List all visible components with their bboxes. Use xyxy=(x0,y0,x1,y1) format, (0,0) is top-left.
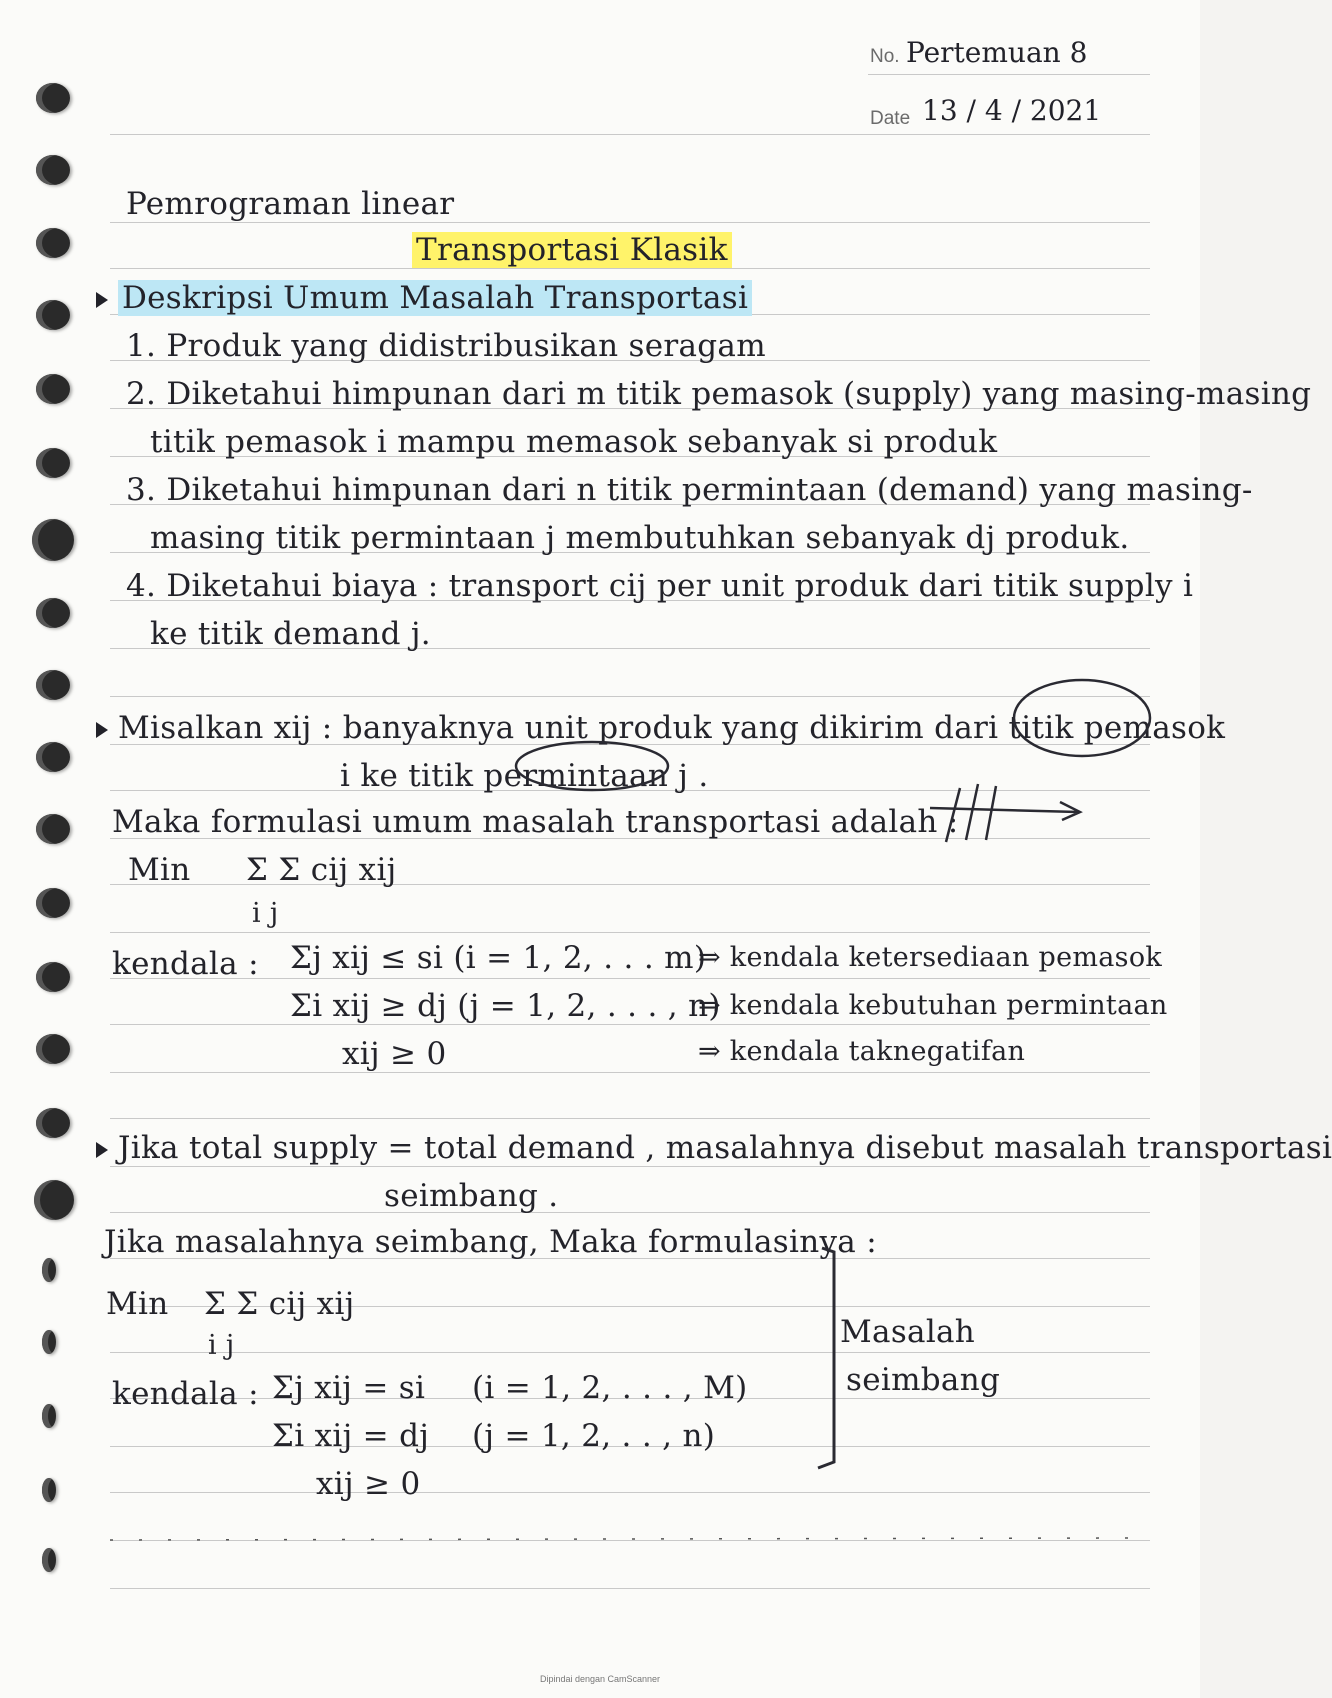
constraint-label: kendala : xyxy=(112,946,259,982)
binder-hole xyxy=(36,814,70,844)
header-rule xyxy=(868,74,1150,75)
bullet-icon xyxy=(96,292,108,308)
page-subtitle: Transportasi Klasik xyxy=(412,232,732,268)
section2-line1-row xyxy=(96,710,1225,746)
bullet-icon xyxy=(96,1142,108,1158)
binder-hole xyxy=(36,448,70,478)
section2-line1: Misalkan xij : banyaknya unit produk yang dikirim dari titik pemasok xyxy=(118,710,1226,746)
page-title: Pemrograman linear xyxy=(126,186,455,222)
section1-line: 1. Produk yang didistribusikan seragam xyxy=(126,328,766,364)
binder-hole xyxy=(36,742,70,772)
section3-line3: Jika masalahnya seimbang, Maka formulasinya : xyxy=(104,1224,877,1260)
objective-expression: Σ Σ cij xij xyxy=(246,852,397,888)
constraint-expression: xij ≥ 0 xyxy=(316,1466,421,1502)
constraint-expression: Σj xij = si xyxy=(272,1370,426,1406)
binder-hole xyxy=(42,1330,56,1354)
ruled-line xyxy=(110,1540,1150,1541)
section1-line: titik pemasok i mampu memasok sebanyak si produk xyxy=(150,424,998,460)
no-label: No. xyxy=(870,46,900,67)
binder-hole xyxy=(36,670,70,700)
binder-hole xyxy=(36,962,70,992)
ruled-line xyxy=(110,1072,1150,1073)
binder-hole xyxy=(36,888,70,918)
constraint-expression: Σj xij ≤ si (i = 1, 2, . . . m) xyxy=(290,940,707,976)
binder-hole xyxy=(36,300,70,330)
binder-hole xyxy=(34,1180,74,1220)
binder-hole xyxy=(42,1478,56,1502)
binder-hole xyxy=(36,1034,70,1064)
constraint-note: ⇒ kendala taknegatifan xyxy=(698,1036,1026,1067)
ruled-line xyxy=(110,1352,1150,1353)
section1-heading-row xyxy=(96,280,752,316)
ruled-line xyxy=(110,1118,1150,1119)
constraint-range: (i = 1, 2, . . . , M) xyxy=(472,1370,748,1406)
objective-min-label: Min xyxy=(106,1286,169,1322)
binder-hole xyxy=(36,598,70,628)
objective-expression: Σ Σ cij xij xyxy=(204,1286,355,1322)
bullet-icon xyxy=(96,722,108,738)
bracket-mark xyxy=(818,1248,834,1468)
section3-line1: Jika total supply = total demand , masalahnya disebut masalah transportasi xyxy=(118,1130,1332,1166)
binder-hole xyxy=(36,1108,70,1138)
bracket-note-line: seimbang xyxy=(846,1362,1001,1398)
ruled-line xyxy=(110,978,1150,979)
section1-line: 4. Diketahui biaya : transport cij per unit produk dari titik supply i xyxy=(126,568,1194,604)
binder-hole xyxy=(42,1258,56,1282)
section1-line: ke titik demand j. xyxy=(150,616,431,652)
section1-line: 2. Diketahui himpunan dari m titik pemasok (supply) yang masing-masing xyxy=(126,376,1312,412)
binder-hole xyxy=(36,374,70,404)
date-value: 13 / 4 / 2021 xyxy=(922,94,1102,127)
ruled-line xyxy=(110,696,1150,697)
section2-line2: i ke titik permintaan j . xyxy=(340,758,709,794)
section3-line2: seimbang . xyxy=(384,1178,559,1214)
objective-min-label: Min xyxy=(128,852,191,888)
section2-line3: Maka formulasi umum masalah transportasi adalah : xyxy=(112,804,959,840)
constraint-expression: Σi xij = dj xyxy=(272,1418,430,1454)
ruled-line xyxy=(110,222,1150,223)
ruled-line xyxy=(110,932,1150,933)
date-label: Date xyxy=(870,108,911,129)
binder-hole xyxy=(36,228,70,258)
section1-line: masing titik permintaan j membutuhkan sebanyak dj produk. xyxy=(150,520,1130,556)
constraint-note: ⇒ kendala ketersediaan pemasok xyxy=(698,942,1163,973)
ruled-line xyxy=(110,134,1150,135)
objective-subscripts: i j xyxy=(252,898,279,929)
section3-line1-row xyxy=(96,1130,1332,1166)
binder-hole xyxy=(36,155,70,185)
binder-hole xyxy=(42,1548,56,1572)
binder-hole xyxy=(36,83,70,113)
binder-hole xyxy=(42,1404,56,1428)
ruled-line xyxy=(110,1212,1150,1213)
constraint-expression: Σi xij ≥ dj (j = 1, 2, . . . , n) xyxy=(290,988,721,1024)
constraint-label: kendala : xyxy=(112,1376,259,1412)
constraint-note: ⇒ kendala kebutuhan permintaan xyxy=(698,990,1168,1021)
constraint-expression: xij ≥ 0 xyxy=(342,1036,447,1072)
objective-subscripts: i j xyxy=(208,1330,235,1361)
ruled-line xyxy=(110,1024,1150,1025)
meeting-number: Pertemuan 8 xyxy=(906,36,1088,69)
ruled-line xyxy=(110,1166,1150,1167)
section1-heading: Deskripsi Umum Masalah Transportasi xyxy=(118,280,752,316)
binder-holes xyxy=(22,78,92,1578)
binder-hole xyxy=(32,519,74,561)
bracket-note-line: Masalah xyxy=(840,1314,976,1350)
scanner-watermark: Dipindai dengan CamScanner xyxy=(539,1674,661,1684)
section1-line: 3. Diketahui himpunan dari n titik permintaan (demand) yang masing- xyxy=(126,472,1253,508)
ruled-line xyxy=(110,1588,1150,1589)
ruled-line xyxy=(110,268,1150,269)
constraint-range: (j = 1, 2, . . , n) xyxy=(472,1418,716,1454)
ruled-line xyxy=(110,1492,1150,1493)
